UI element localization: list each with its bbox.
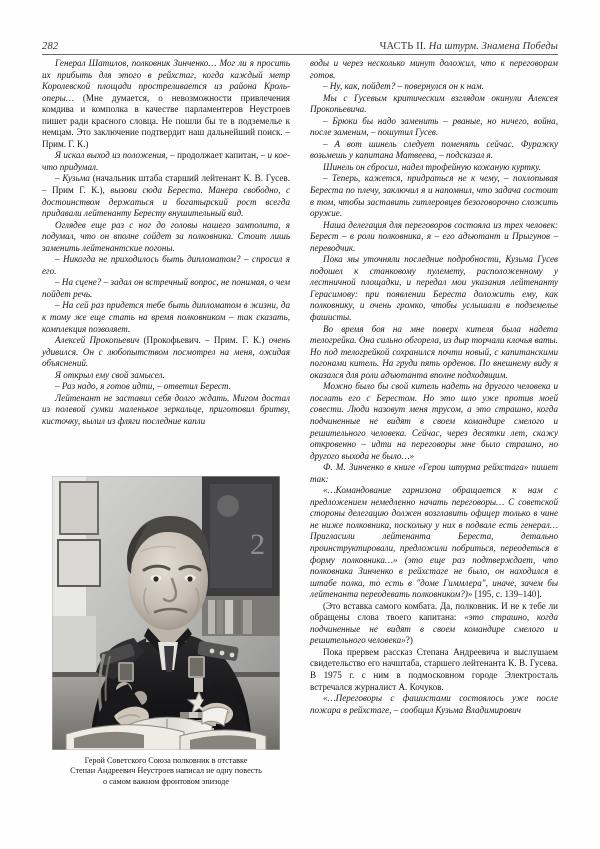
text-run: [195, с. 139–140]. xyxy=(474,589,542,600)
paragraph xyxy=(310,462,558,485)
paragraph xyxy=(310,381,558,462)
left-column-text xyxy=(42,58,290,428)
left-column xyxy=(42,58,290,833)
photo-neustroev xyxy=(52,476,280,750)
paragraph xyxy=(310,173,558,219)
paragraph xyxy=(42,58,290,150)
text-run: Генерал Шатилов, полковник Зинченко… Мог ли я просить их прибыть для этого в рейхстаг, когда каждый метр Королевской площади простреливается из района Кроль-оперы… xyxy=(42,58,290,103)
text-run: – Брюки бы надо заменить – рваные, но ничего, война, после заменим, – пошутил Гусев. xyxy=(310,115,558,138)
paragraph xyxy=(42,370,290,382)
text-run: Я открыл ему свой замысел. xyxy=(55,369,165,380)
paragraph xyxy=(42,173,290,219)
paragraph xyxy=(310,139,558,162)
text-run: – Ну, как, пойдет? – повернулся он к нам. xyxy=(323,81,484,92)
text-run: очень удивился. Он с любопытством посмотрел на меня, ожидая объяснений. xyxy=(42,335,291,369)
running-head xyxy=(42,35,558,55)
text-run: Ф. М. Зинченко в книге «Герои штурма рейхстага» пишет так: xyxy=(310,462,558,484)
text-run: (Это вставка самого комбата. Да, полковник. И не к тебе ли обращены слова твоего капитана: xyxy=(310,600,558,623)
paragraph xyxy=(42,150,290,173)
caption-line-3: о самом важном фронтовом эпизоде xyxy=(103,776,229,786)
text-run: Я искал выход из положения, xyxy=(55,150,171,161)
text-run: Лейтенант не заставил себя долго ждать. Мигом достал из полевой сумки маленькое зеркальце, приготовил бритву, кисточку, вылил из фляги последние капли xyxy=(42,392,290,426)
text-run: (Прокофьевич. – Прим. Г. К.) xyxy=(143,335,269,346)
text-run: «…Переговоры с фашистами состоялось уже после пожара в рейхстаге, – сообщил Кузьма Владимирович xyxy=(310,693,558,715)
page-number: 282 xyxy=(42,41,59,52)
text-run: «это страшно, когда подчиненные не видят в своем командире смелого и решительного человека» xyxy=(310,612,558,646)
running-head-title xyxy=(380,41,558,52)
paragraph xyxy=(310,93,558,116)
text-run: (начальник штаба старший лейтенант К. В. Гусев. – Прим Г. К.), xyxy=(42,173,290,196)
right-column-text xyxy=(310,58,558,716)
text-run: воды и через несколько минут доложил, что к переговорам готов. xyxy=(310,58,558,80)
paragraph xyxy=(310,647,558,693)
text-run: – На сей раз придется тебе быть дипломатом в жизни, да к тому же еще стать на время полковником – так сказать, комплекция позволяет. xyxy=(42,300,290,334)
text-run: Наша делегация для переговоров состояла из трех человек: Берест – в роли полковника, я – его адъютант и Прыгунов – переводчик. xyxy=(310,219,558,253)
text-run: – Теперь, кажется, придраться не к чему, – похлопывая Береста по плечу, заключил я и напомнил, что задача состоит в том, чтобы заставить гитлеровцев безоговорочно сложить оружие. xyxy=(310,173,558,219)
paragraph xyxy=(310,254,558,323)
text-run: Шинель он сбросил, надел трофейную кожаную куртку. xyxy=(323,161,541,172)
paragraph xyxy=(42,220,290,255)
text-run: Можно было бы свой китель надеть на другого человека и послать его с Берестом. Но это шло уже против моей совести. Люди назовут меня трусом, а это страшно, когда подчиненные не видят в своем командире смелого и решительного человека. Сейчас, через десятки лет, скажу откровенно – идти на переговоры мне было страшно, но другого выхода не было…» xyxy=(310,381,558,461)
body-columns xyxy=(42,58,558,833)
text-run: Алексей Прокопьевич xyxy=(55,335,144,346)
running-head-subtitle: На штурм. Знамена Победы xyxy=(428,41,558,52)
text-run: – продолжает капитан, xyxy=(170,150,261,161)
paragraph xyxy=(310,162,558,174)
text-run: Во время боя на мне поверх кителя была надета телогрейка. Она сильно обгорела, из дыр торчали клочья ваты. Но под телогрейкой сохранился почти новый, с капитанскими погонами китель. На груди пять орденов. По внешнему виду я оказался для роли адъютанта вполне подходящим. xyxy=(310,323,558,380)
text-run: Пока прервем рассказ Степана Андреевича и выслушаем свидетельство его начштаба, старшего лейтенанта К. В. Гусева. В 1975 г. с ним в подмосковном городе Электросталь встречался журналист А. Кочуков. xyxy=(310,646,558,692)
paragraph xyxy=(310,81,558,93)
paragraph xyxy=(310,116,558,139)
paragraph xyxy=(42,277,290,300)
figure-neustroev xyxy=(52,476,280,787)
paragraph xyxy=(310,220,558,255)
text-run: – Раз надо, я готов идти, – ответил Берест. xyxy=(55,381,231,392)
photo-illustration xyxy=(52,476,280,750)
paragraph xyxy=(42,335,290,370)
text-run: ?) xyxy=(405,635,413,646)
text-run: – А вот шинель следует поменять сейчас. Фуражку возьмешь у капитана Матвеева, – подсказал я. xyxy=(310,138,558,161)
paragraph xyxy=(310,58,558,81)
caption-line-2: Степан Андреевич Неустроев написал не одну повесть xyxy=(70,766,262,776)
text-run: Пока мы уточняли последние подробности, Кузьма Гусев подошел к станковому пулемету, расположенному у лестничной площадки, и передал мои указания лейтенанту Герасимову: при появлении Береста доложить ему, как полковнику, и очень громко, чтобы услышали в подземелье фашисты. xyxy=(310,254,558,323)
paragraph xyxy=(42,300,290,335)
text-run: – На сцене? – задал он встречный вопрос, не понимая, о чем пойдет речь. xyxy=(42,277,290,299)
paragraph xyxy=(42,254,290,277)
text-run: (Мне думается, о невозможности привлечения комдива и комполка в качестве парламентеров Неустроев пишет ради красного словца. Не пошли бы те в подземелье к немцам. Это заключение подтвердит наш дальнейший поиск. – Прим. Г. К.) xyxy=(42,92,290,149)
figure-caption xyxy=(52,756,280,787)
paragraph xyxy=(310,324,558,382)
text-run: – Кузьма xyxy=(55,173,93,184)
text-run: – и кое-что придумал. xyxy=(42,150,290,172)
text-run: «…Командование гарнизона обращается к нам с предложением немедленно начать переговоры… С советской стороны делегацию должен возглавить офицер только в чине не ниже полковника, поскольку у них в подвале есть генерал… Пригласили лейтенанта Береста, детально проинструктировали, предложили побриться, переодеться в форму полковника…» (это еще раз подтверждает, что полковника Зинченко в рейхстаге не было, он находился в штабе полка, то есть в "доме Гиммлера", иначе, зачем бы лейтенанта переодевать полковником?)» xyxy=(310,485,558,600)
text-run: Оглядев еще раз с ног до головы нашего замполита, я подумал, что он вполне сойдет за полковника. Стоит лишь заменить лейтенантские погоны. xyxy=(42,219,290,253)
caption-line-1: Герой Советского Союза полковник в отставке xyxy=(84,756,248,765)
paragraph xyxy=(310,693,558,716)
running-head-part: ЧАСТЬ II. xyxy=(379,41,427,52)
svg-text:2: 2 xyxy=(250,528,265,561)
paragraph xyxy=(42,393,290,428)
paragraph xyxy=(310,601,558,647)
paragraph xyxy=(310,485,558,600)
right-column xyxy=(310,58,558,833)
paragraph xyxy=(42,381,290,393)
text-run: вызови сюда Береста. Манера свободно, с достоинством держаться и богатырский рост всегда придавали лейтенанту Бересту внушительный вид. xyxy=(42,185,290,219)
text-run: Мы с Гусевым критическим взглядом окинули Алексея Прокопьевича. xyxy=(310,92,558,115)
text-run: – Никогда не приходилось быть дипломатом? – спросил я его. xyxy=(42,254,290,276)
